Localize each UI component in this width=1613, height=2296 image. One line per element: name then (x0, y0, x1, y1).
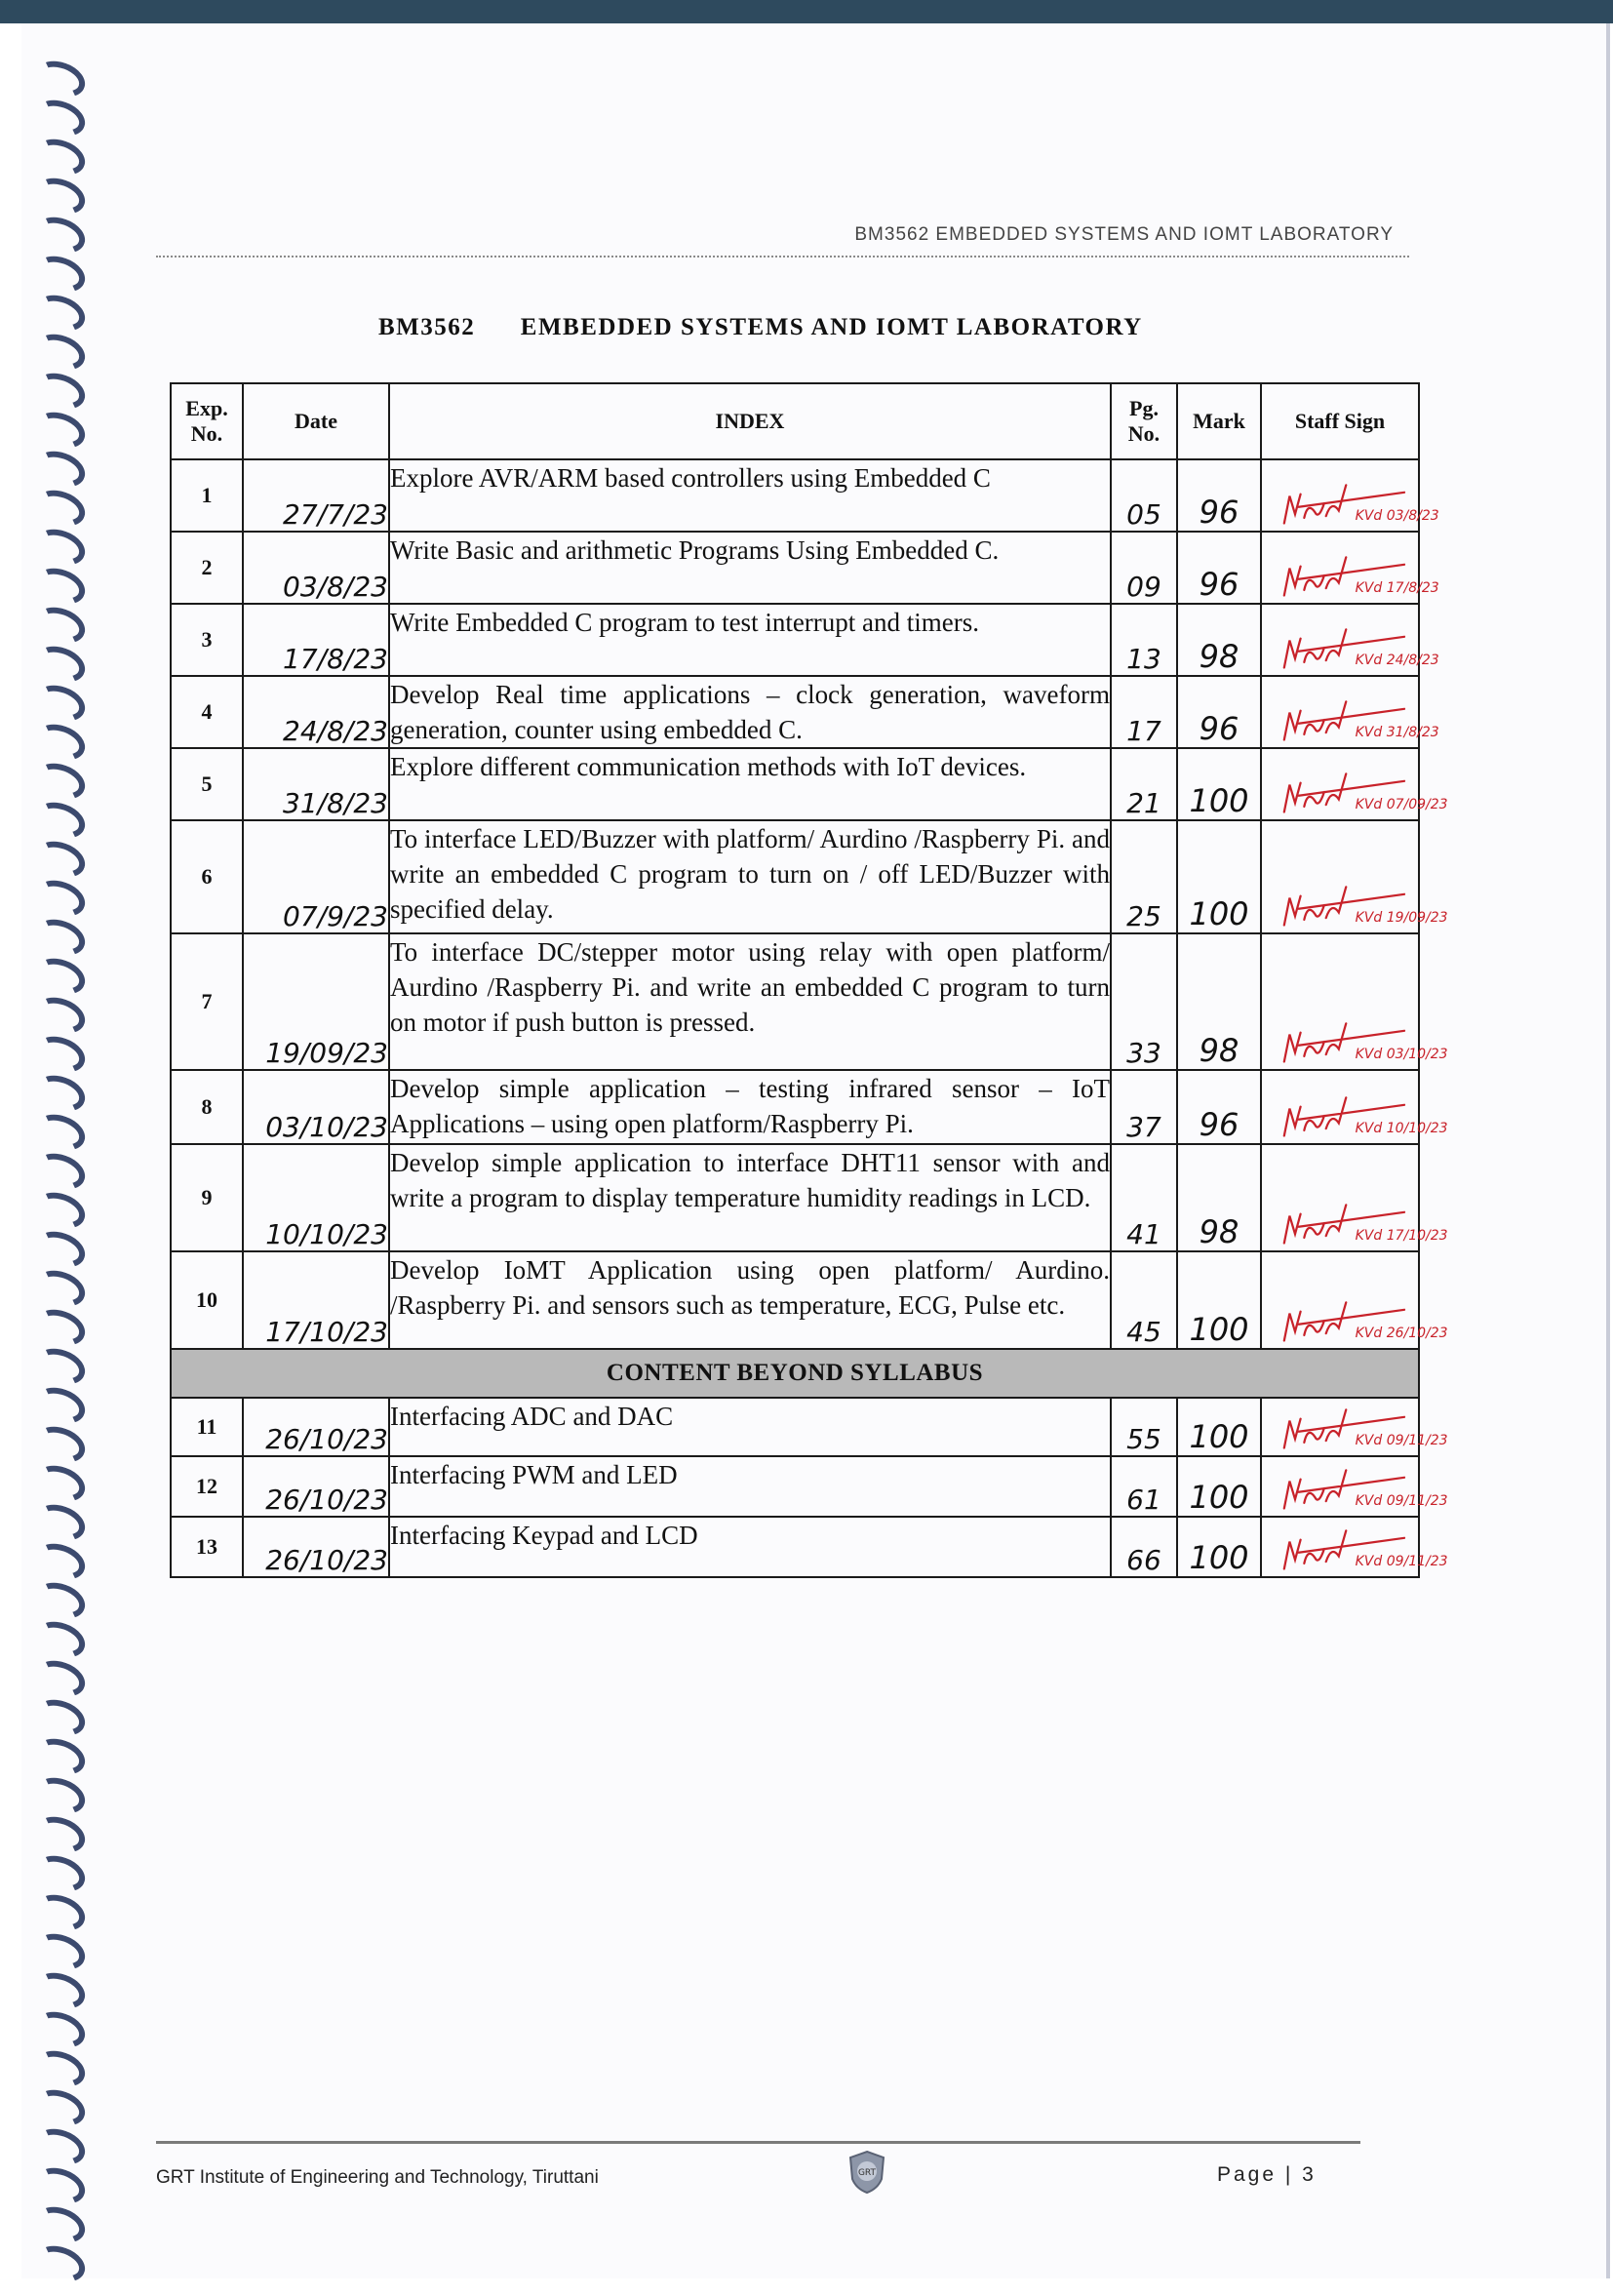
header-rule (156, 256, 1409, 257)
date-cell: 17/10/23 (243, 1251, 389, 1349)
binding-ring (31, 679, 90, 728)
binding-ring (31, 55, 90, 103)
col-header-mark: Mark (1177, 383, 1261, 459)
page-number: Page | 3 (1217, 2163, 1317, 2186)
index-table (170, 382, 1448, 1578)
page-no-cell: 13 (1111, 604, 1177, 676)
page-no-cell: 33 (1111, 933, 1177, 1070)
staff-signature (1262, 1293, 1448, 1348)
exp-no-cell: 2 (171, 532, 243, 604)
exp-no-cell: 6 (171, 820, 243, 933)
binding-ring (31, 1966, 90, 2015)
binding-ring (31, 2161, 90, 2210)
running-header: BM3562 EMBEDDED SYSTEMS AND IOMT LABORATORY (854, 224, 1394, 245)
exp-no-cell: 7 (171, 933, 243, 1070)
page-title: BM3562 EMBEDDED SYSTEMS AND IOMT LABORATORY (378, 314, 1143, 340)
signature-date: KVd 07/09/23 (1355, 796, 1448, 812)
mark-cell: 96 (1177, 1070, 1261, 1144)
date-cell: 26/10/23 (243, 1456, 389, 1517)
binding-ring (31, 1732, 90, 1781)
exp-no-cell: 12 (171, 1456, 243, 1517)
staff-signature (1262, 765, 1448, 819)
binding-ring (31, 1381, 90, 1430)
page-no-cell: 09 (1111, 532, 1177, 604)
experiment-description: To interface DC/stepper motor using relay with open platform/ Aurdino /Raspberry Pi. and write an embedded C program to turn on motor if push button is pressed. (389, 933, 1111, 1070)
binding-ring (31, 1771, 90, 1820)
table-body (171, 459, 1448, 1577)
mark-cell: 98 (1177, 933, 1261, 1070)
binding-ring (31, 445, 90, 494)
table-row (171, 933, 1419, 1070)
staff-sign-cell (1261, 1398, 1448, 1456)
mark-cell: 100 (1177, 820, 1261, 933)
staff-sign-cell (1261, 820, 1448, 933)
binding-ring (31, 1303, 90, 1352)
binding-ring (31, 523, 90, 572)
experiment-description: Develop Real time applications – clock generation, waveform generation, counter using embedded C. (389, 676, 1111, 748)
experiment-description: Write Basic and arithmetic Programs Using Embedded C. (389, 532, 1111, 604)
binding-ring (31, 172, 90, 220)
staff-signature (1262, 1522, 1448, 1576)
staff-sign-cell (1261, 532, 1439, 604)
experiment-description: Interfacing ADC and DAC (389, 1398, 1111, 1456)
exp-no-cell: 5 (171, 748, 243, 820)
staff-signature (1262, 1014, 1448, 1069)
staff-signature (1262, 878, 1448, 932)
mark-cell: 100 (1177, 1456, 1261, 1517)
col-header-exp-no: Exp. No. (171, 383, 243, 459)
staff-sign-cell (1261, 1144, 1448, 1251)
experiment-description: Explore different communication methods with IoT devices. (389, 748, 1111, 820)
staff-sign-cell (1261, 1517, 1448, 1577)
staff-sign-cell (1261, 1251, 1448, 1349)
experiment-description: Interfacing PWM and LED (389, 1456, 1111, 1517)
binding-ring (31, 2122, 90, 2171)
binding-ring (31, 1147, 90, 1196)
binding-ring (31, 835, 90, 884)
date-cell: 26/10/23 (243, 1398, 389, 1456)
mark-cell: 100 (1177, 1251, 1261, 1349)
institution-logo (846, 2150, 887, 2195)
exp-no-cell: 9 (171, 1144, 243, 1251)
binding-ring (31, 1069, 90, 1118)
signature-date: KVd 09/11/23 (1355, 1553, 1448, 1569)
experiment-description: Develop IoMT Application using open platform/ Aurdino. /Raspberry Pi. and sensors such as temperature, ECG, Pulse etc. (389, 1251, 1111, 1349)
staff-sign-cell (1261, 459, 1439, 532)
table-row (171, 1456, 1419, 1517)
exp-no-cell: 10 (171, 1251, 243, 1349)
binding-ring (31, 562, 90, 611)
staff-signature (1262, 1401, 1448, 1455)
binding-ring (31, 133, 90, 181)
exp-no-cell: 1 (171, 459, 243, 532)
signature-date: KVd 17/10/23 (1355, 1227, 1448, 1244)
exp-no-cell: 13 (171, 1517, 243, 1577)
page-no-cell: 45 (1111, 1251, 1177, 1349)
binding-ring (31, 718, 90, 767)
mark-cell: 100 (1177, 1517, 1261, 1577)
table-row (171, 1251, 1419, 1349)
binding-ring (31, 796, 90, 845)
binding-ring (31, 1615, 90, 1664)
binding-ring (31, 874, 90, 923)
binding-ring (31, 1186, 90, 1235)
signature-date: KVd 09/11/23 (1355, 1432, 1448, 1448)
experiment-description: Explore AVR/ARM based controllers using Embedded C (389, 459, 1111, 532)
table-row (171, 1517, 1419, 1577)
mark-cell: 98 (1177, 1144, 1261, 1251)
logo-text: GRT (857, 2168, 877, 2178)
page-no-cell: 25 (1111, 820, 1177, 933)
date-cell: 17/8/23 (243, 604, 389, 676)
staff-sign-cell (1261, 676, 1439, 748)
staff-signature (1262, 620, 1437, 675)
table-row (171, 1070, 1419, 1144)
signature-date: KVd 17/8/23 (1355, 579, 1439, 596)
signature-date: KVd 09/11/23 (1355, 1492, 1448, 1509)
binding-ring (31, 1927, 90, 1976)
exp-no-cell: 8 (171, 1070, 243, 1144)
date-cell: 27/7/23 (243, 459, 389, 532)
binding-ring (31, 2239, 90, 2288)
col-header-pg-no: Pg. No. (1111, 383, 1177, 459)
page-no-cell: 55 (1111, 1398, 1177, 1456)
mark-cell: 100 (1177, 1398, 1261, 1456)
col-header-date: Date (243, 383, 389, 459)
binding-ring (31, 1576, 90, 1625)
binding-ring (31, 1498, 90, 1547)
experiment-description: Develop simple application – testing infrared sensor – IoT Applications – using open platform/Raspberry Pi. (389, 1070, 1111, 1144)
binding-ring (31, 211, 90, 259)
staff-signature (1262, 476, 1437, 531)
binding-ring (31, 2044, 90, 2093)
section-row (171, 1349, 1419, 1398)
table-row (171, 1144, 1419, 1251)
page-no-cell: 05 (1111, 459, 1177, 532)
staff-sign-cell (1261, 1456, 1448, 1517)
binding-ring (31, 1108, 90, 1157)
binding-ring (31, 1459, 90, 1508)
experiment-description: Develop simple application to interface DHT11 sensor with and write a program to display temperature humidity readings in LCD. (389, 1144, 1111, 1251)
date-cell: 19/09/23 (243, 933, 389, 1070)
page-no-cell: 61 (1111, 1456, 1177, 1517)
footer-institution: GRT Institute of Engineering and Technology, Tiruttani (156, 2167, 599, 2188)
signature-date: KVd 24/8/23 (1355, 652, 1439, 668)
mark-cell: 96 (1177, 459, 1261, 532)
page-no-cell: 41 (1111, 1144, 1177, 1251)
table-row (171, 676, 1419, 748)
binding-ring (31, 1264, 90, 1313)
spiral-binding (21, 62, 92, 2296)
signature-date: KVd 03/8/23 (1355, 507, 1439, 524)
table-row (171, 1398, 1419, 1456)
signature-date: KVd 26/10/23 (1355, 1325, 1448, 1341)
experiment-description: To interface LED/Buzzer with platform/ Aurdino /Raspberry Pi. and write an embedded C program to turn on / off LED/Buzzer with specified delay. (389, 820, 1111, 933)
date-cell: 26/10/23 (243, 1517, 389, 1577)
binding-ring (31, 406, 90, 455)
staff-sign-cell (1261, 933, 1448, 1070)
staff-signature (1262, 1089, 1448, 1143)
binding-ring (31, 952, 90, 1001)
signature-date: KVd 19/09/23 (1355, 909, 1448, 926)
signature-date: KVd 10/10/23 (1355, 1120, 1448, 1136)
date-cell: 07/9/23 (243, 820, 389, 933)
exp-no-cell: 3 (171, 604, 243, 676)
date-cell: 10/10/23 (243, 1144, 389, 1251)
mark-cell: 100 (1177, 748, 1261, 820)
staff-signature (1262, 1461, 1448, 1516)
binding-ring (31, 2005, 90, 2054)
binding-ring (31, 328, 90, 376)
table-header-row (171, 383, 1419, 459)
binding-ring (31, 640, 90, 689)
mark-cell: 96 (1177, 532, 1261, 604)
page-no-cell: 66 (1111, 1517, 1177, 1577)
col-header-index: INDEX (389, 383, 1111, 459)
col-header-staff-sign: Staff Sign (1261, 383, 1419, 459)
binding-ring (31, 1342, 90, 1391)
table-row (171, 459, 1419, 532)
binding-ring (31, 1654, 90, 1703)
staff-signature (1262, 693, 1437, 747)
binding-ring (31, 1810, 90, 1859)
binding-ring (31, 1537, 90, 1586)
page-no-cell: 37 (1111, 1070, 1177, 1144)
experiment-description: Interfacing Keypad and LCD (389, 1517, 1111, 1577)
scan-top-edge (0, 0, 1613, 23)
binding-ring (31, 601, 90, 650)
date-cell: 31/8/23 (243, 748, 389, 820)
binding-ring (31, 913, 90, 962)
binding-ring (31, 757, 90, 806)
staff-sign-cell (1261, 604, 1439, 676)
table-row (171, 820, 1419, 933)
binding-ring (31, 1420, 90, 1469)
binding-ring (31, 1693, 90, 1742)
binding-ring (31, 2200, 90, 2249)
section-heading: CONTENT BEYOND SYLLABUS (171, 1349, 1419, 1398)
binding-ring (31, 484, 90, 533)
binding-ring (31, 1225, 90, 1274)
binding-ring (31, 2083, 90, 2132)
table-row (171, 748, 1419, 820)
binding-ring (31, 1849, 90, 1898)
mark-cell: 98 (1177, 604, 1261, 676)
staff-signature (1262, 1196, 1448, 1250)
page-no-cell: 17 (1111, 676, 1177, 748)
exp-no-cell: 4 (171, 676, 243, 748)
date-cell: 03/10/23 (243, 1070, 389, 1144)
binding-ring (31, 1030, 90, 1079)
binding-ring (31, 289, 90, 337)
table-row (171, 532, 1419, 604)
footer-rule (156, 2141, 1360, 2144)
staff-sign-cell (1261, 748, 1448, 820)
table-row (171, 604, 1419, 676)
exp-no-cell: 11 (171, 1398, 243, 1456)
date-cell: 03/8/23 (243, 532, 389, 604)
staff-signature (1262, 548, 1437, 603)
page-no-cell: 21 (1111, 748, 1177, 820)
experiment-description: Write Embedded C program to test interrupt and timers. (389, 604, 1111, 676)
mark-cell: 96 (1177, 676, 1261, 748)
binding-ring (31, 94, 90, 142)
binding-ring (31, 1888, 90, 1937)
binding-ring (31, 991, 90, 1040)
date-cell: 24/8/23 (243, 676, 389, 748)
signature-date: KVd 31/8/23 (1355, 724, 1439, 740)
signature-date: KVd 03/10/23 (1355, 1046, 1448, 1062)
binding-ring (31, 250, 90, 298)
staff-sign-cell (1261, 1070, 1448, 1144)
binding-ring (31, 367, 90, 416)
